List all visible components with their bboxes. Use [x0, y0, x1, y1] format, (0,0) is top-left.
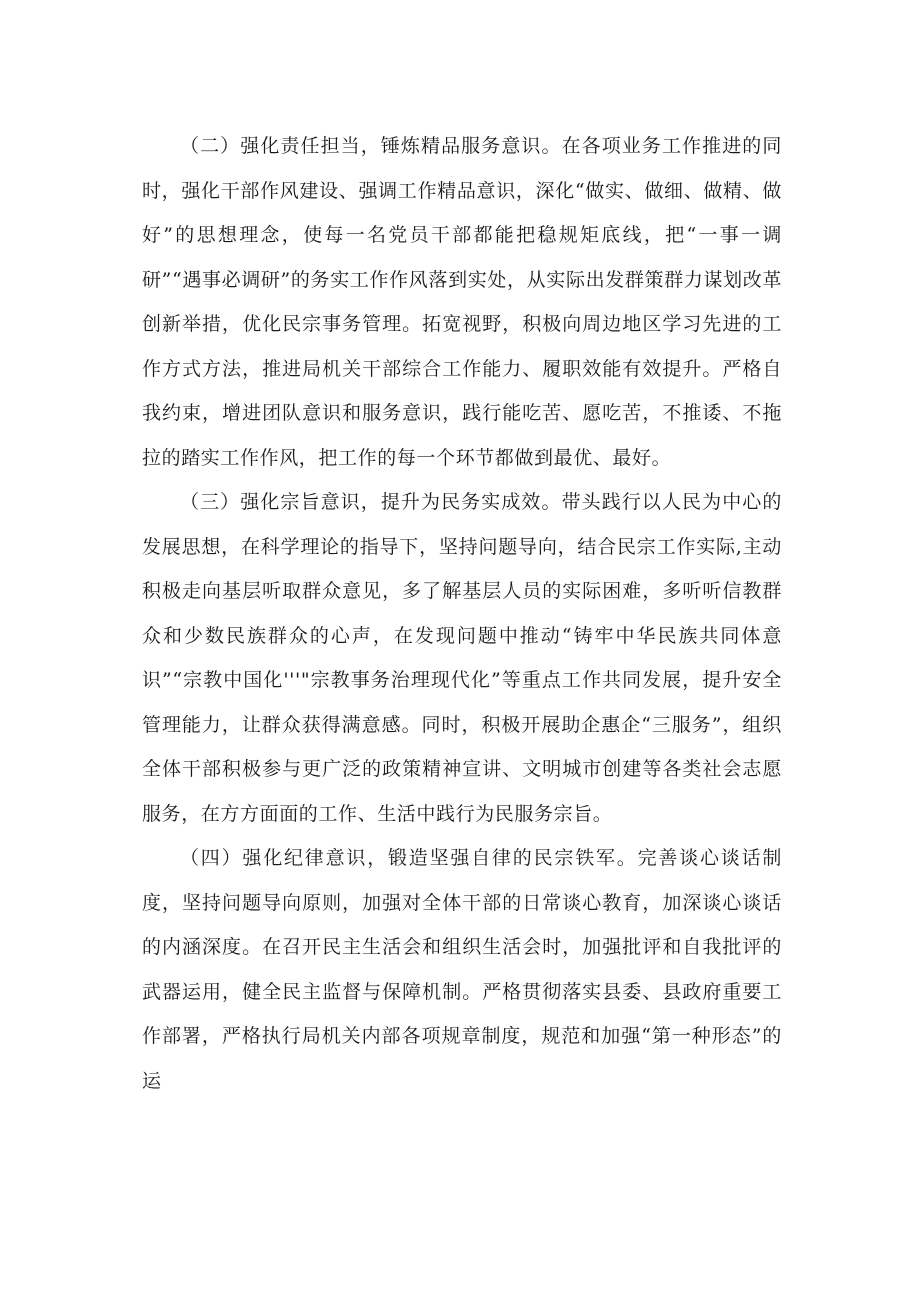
paragraph-4: （四）强化纪律意识，锻造坚强自律的民宗铁军。完善谈心谈话制度，坚持问题导向原则，加强对全体干部的日常谈心教育，加深谈心谈话的内涵深度。在召开民主生活会和组织生活会时，加强批评和自我批评的武器运用，健全民主监督与保障机制。严格贯彻落实县委、县政府重要工作部署，严格执行局机关内部各项规章制度，规范和加强“第一种形态”的运 [142, 847, 782, 1092]
document-body [142, 124, 782, 1103]
paragraph-3: （三）强化宗旨意识，提升为民务实成效。带头践行以人民为中心的发展思想，在科学理论的指导下，坚持问题导向，结合民宗工作实际,主动积极走向基层听取群众意见，多了解基层人员的实际困难，多听听信教群众和少数民族群众的心声，在发现问题中推动“铸牢中华民族共同体意识”“宗教中国化'''"宗教事务治理现代化”等重点工作共同发展，提升安全管理能力，让群众获得满意感。同时，积极开展助企惠企“三服务”，组织全体干部积极参与更广泛的政策精神宣讲、文明城市创建等各类社会志愿服务，在方方面面的工作、生活中践行为民服务宗旨。 [142, 491, 782, 825]
paragraph-2: （二）强化责任担当，锤炼精品服务意识。在各项业务工作推进的同时，强化干部作风建设、强调工作精品意识，深化“做实、做细、做精、做好”的思想理念，使每一名党员干部都能把稳规矩底线，把“一事一调研”“遇事必调研”的务实工作作风落到实处，从实际出发群策群力谋划改革创新举措，优化民宗事务管理。拓宽视野，积极向周边地区学习先进的工作方式方法，推进局机关干部综合工作能力、履职效能有效提升。严格自我约束，增进团队意识和服务意识，践行能吃苦、愿吃苦，不推诿、不拖拉的踏实工作作风，把工作的每一个环节都做到最优、最好。 [142, 135, 782, 469]
